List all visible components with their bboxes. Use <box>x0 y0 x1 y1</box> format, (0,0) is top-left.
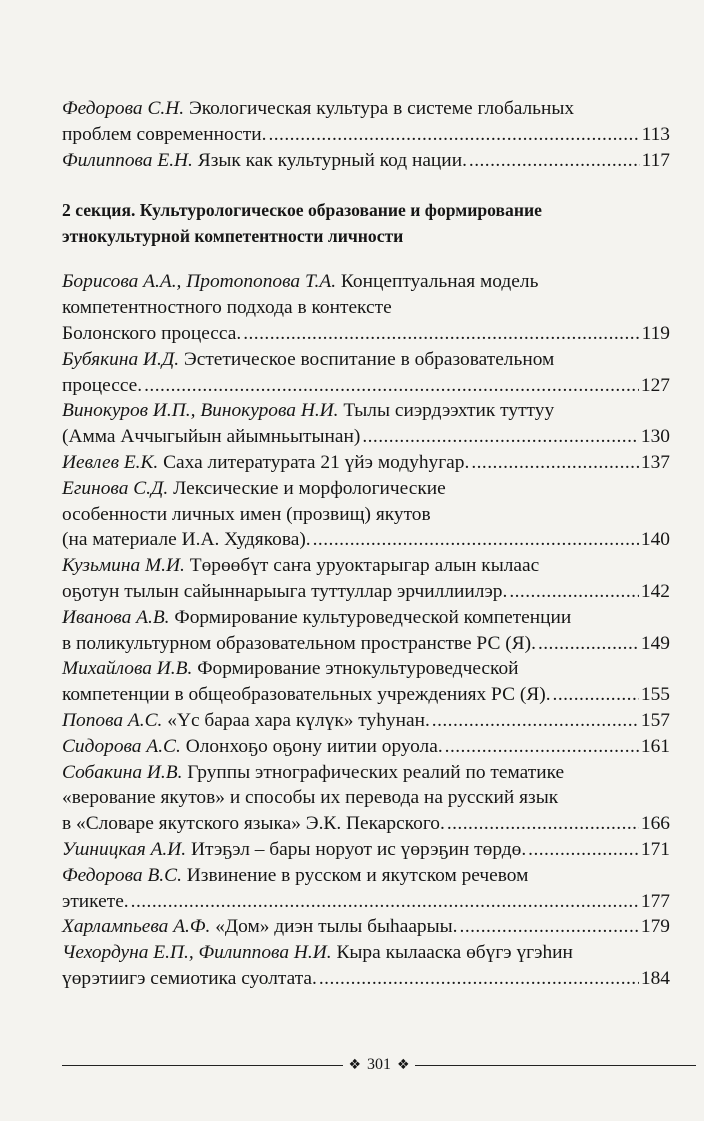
entry-author: Филиппова Е.Н. <box>62 149 193 171</box>
toc-entry-line <box>62 269 670 295</box>
entry-title: Эстетическое воспитание в образовательном <box>183 348 555 370</box>
toc-entry <box>62 708 670 734</box>
entry-page-number: 157 <box>640 709 670 731</box>
dot-leader <box>319 966 639 992</box>
toc-entry-line <box>62 863 670 889</box>
page-footer <box>62 1052 696 1078</box>
dot-leader <box>538 631 639 657</box>
toc-entry-line: особенности личных имен (прозвищ) якутов <box>62 503 431 525</box>
toc-entry <box>62 656 670 708</box>
entry-author: Егинова С.Д. <box>62 477 169 499</box>
entry-title: үөрэтиигэ семиотика суолтата. <box>62 967 317 989</box>
entry-title: «Дом» диэн тылы быһаарыы. <box>215 916 458 938</box>
entry-title: в «Словаре якутского языка» Э.К. Пекарского. <box>62 813 445 835</box>
toc-entry <box>62 398 670 450</box>
toc-entry-line <box>62 605 670 631</box>
toc-entry-line <box>62 940 670 966</box>
toc-entry <box>62 863 670 915</box>
toc-entry-line <box>62 424 670 450</box>
toc-entry-line <box>62 811 670 837</box>
entry-page-number: 117 <box>641 149 670 171</box>
toc-entry-line <box>62 579 670 605</box>
entry-author: Федорова В.С. <box>62 864 182 886</box>
entry-page-number: 113 <box>641 123 670 145</box>
dot-leader <box>268 122 639 148</box>
entry-page-number: 184 <box>640 967 670 989</box>
ornament-icon: ❖ <box>397 1057 410 1073</box>
toc-entry-line <box>62 321 670 347</box>
entry-author: Кузьмина М.И. <box>62 555 185 577</box>
toc-entry <box>62 148 670 174</box>
toc-entry <box>62 269 670 346</box>
dot-leader <box>144 373 639 399</box>
entry-author: Михайлова И.В. <box>62 658 193 680</box>
toc-entry-line <box>62 656 670 682</box>
toc-entry-line <box>62 476 670 502</box>
footer-rule-left <box>62 1065 343 1066</box>
dot-leader <box>243 321 639 347</box>
entry-title: Экологическая культура в системе глобальных <box>188 98 575 119</box>
toc-entry <box>62 347 670 399</box>
dot-leader <box>528 837 639 863</box>
dot-leader <box>509 579 639 605</box>
toc-entry <box>62 450 670 476</box>
toc-entry-line <box>62 96 670 122</box>
entry-title: Язык как культурный код нации. <box>197 149 467 171</box>
entry-title: оҕотун тылын сайыннарыыга туттуллар эрчиллиилэр. <box>62 580 508 602</box>
entry-title: в поликультурном образовательном пространстве РС (Я). <box>62 632 536 654</box>
entry-author: Винокуров И.П., Винокурова Н.И. <box>62 400 339 422</box>
entry-author: Иванова А.В. <box>62 606 170 628</box>
dot-leader <box>447 811 639 837</box>
toc-entry-line: «верование якутов» и способы их перевода на русский язык <box>62 787 559 809</box>
entry-title: Формирование этнокультуроведческой <box>197 658 519 680</box>
entry-title: Концептуальная модель <box>340 271 539 293</box>
toc-entry-line <box>62 398 670 424</box>
dot-leader <box>460 914 639 940</box>
toc-entry-line <box>62 148 670 174</box>
entry-title: Тылы сиэрдээхтик туттуу <box>343 400 555 422</box>
toc-entry <box>62 940 670 992</box>
section-heading-line: 2 секция. Культурологическое образование и формирование <box>62 200 542 221</box>
page-number: 301 <box>367 1056 391 1073</box>
toc-entry-line <box>62 631 670 657</box>
toc-entry-line <box>62 889 670 915</box>
entry-page-number: 142 <box>640 580 670 602</box>
entry-author: Собакина И.В. <box>62 761 183 783</box>
dot-leader <box>313 527 639 553</box>
entry-author: Федорова С.Н. <box>62 98 185 119</box>
toc-entry-line <box>62 553 670 579</box>
entry-author: Иевлев Е.К. <box>62 451 159 473</box>
toc-entry <box>62 476 670 553</box>
entry-title: этикете. <box>62 890 129 912</box>
section-heading-line: этнокультурной компетентности личности <box>62 226 404 247</box>
toc-entry-line <box>62 373 670 399</box>
entry-author: Сидорова А.С. <box>62 735 181 757</box>
toc-entry-line <box>62 527 670 553</box>
dot-leader <box>471 450 639 476</box>
entry-author: Борисова А.А., Протопопова Т.А. <box>62 271 337 293</box>
toc-entry-line: компетентностного подхода в контексте <box>62 297 392 319</box>
toc-entry <box>62 96 670 148</box>
entry-page-number: 166 <box>640 813 670 835</box>
entry-author: Ушницкая А.И. <box>62 838 187 860</box>
entry-title: Лексические и морфологические <box>173 477 446 499</box>
entry-page-number: 161 <box>640 735 670 757</box>
entry-title: компетенции в общеобразовательных учреждениях РС (Я). <box>62 684 551 706</box>
dot-leader <box>432 708 639 734</box>
toc-entry-line <box>62 347 670 373</box>
entry-page-number: 171 <box>640 838 670 860</box>
toc-entry-line <box>62 708 670 734</box>
entry-title: Извинение в русском и якутском речевом <box>186 864 529 886</box>
dot-leader <box>362 424 639 450</box>
entry-page-number: 137 <box>640 451 670 473</box>
toc-entry-line <box>62 760 670 786</box>
entry-page-number: 155 <box>640 684 670 706</box>
entry-title: «Үс бараа хара күлүк» туһунан. <box>167 709 430 731</box>
toc-entry-line <box>62 682 670 708</box>
entry-title: Болонского процесса. <box>62 322 242 344</box>
entry-author: Чехордуна Е.П., Филиппова Н.И. <box>62 942 332 964</box>
entry-title: процессе. <box>62 374 143 396</box>
dot-leader <box>553 682 639 708</box>
entry-page-number: 149 <box>640 632 670 654</box>
toc-entry-line <box>62 450 670 476</box>
ornament-icon: ❖ <box>348 1057 361 1073</box>
entry-title: Төрөөбүт саҥа уруоктарыгар алын кылаас <box>189 555 540 577</box>
entry-title: (на материале И.А. Худякова). <box>62 529 311 551</box>
toc-entry-line <box>62 966 670 992</box>
entry-page-number: 130 <box>640 426 670 448</box>
entry-page-number: 119 <box>641 322 670 344</box>
table-of-contents <box>62 96 670 992</box>
section-heading <box>62 197 670 249</box>
entry-page-number: 140 <box>640 529 670 551</box>
entry-author: Попова А.С. <box>62 709 163 731</box>
toc-entry-line <box>62 122 670 148</box>
toc-entry <box>62 837 670 863</box>
dot-leader <box>445 734 639 760</box>
entry-title: Саха литературата 21 үйэ модуһугар. <box>163 451 470 473</box>
toc-entry-line <box>62 734 670 760</box>
toc-entry <box>62 734 670 760</box>
entry-title: проблем современности. <box>62 123 267 145</box>
page-number-block <box>343 1056 414 1074</box>
entry-page-number: 127 <box>640 374 670 396</box>
entry-title: Группы этнографических реалий по тематике <box>187 761 565 783</box>
footer-rule-right <box>415 1065 696 1066</box>
toc-entry <box>62 914 670 940</box>
entry-author: Харлампьева А.Ф. <box>62 916 211 938</box>
dot-leader <box>469 148 640 174</box>
entry-title: Кыра кылааска өбүгэ үгэһин <box>336 942 573 964</box>
entry-title: Формирование культуроведческой компетенции <box>174 606 572 628</box>
toc-entry-line <box>62 837 670 863</box>
toc-entry <box>62 605 670 657</box>
entry-title: Итэҕэл – бары норуот ис үөрэҕин төрдө. <box>191 838 527 860</box>
entry-page-number: 179 <box>640 916 670 938</box>
toc-entry <box>62 760 670 837</box>
toc-entry-line <box>62 914 670 940</box>
toc-entry <box>62 553 670 605</box>
entry-page-number: 177 <box>640 890 670 912</box>
entry-author: Бубякина И.Д. <box>62 348 180 370</box>
entry-title: (Амма Аччыгыйын айымньытынан) <box>62 426 361 448</box>
entry-title: Олонхоҕо оҕону иитии оруола. <box>185 735 443 757</box>
dot-leader <box>131 889 639 915</box>
